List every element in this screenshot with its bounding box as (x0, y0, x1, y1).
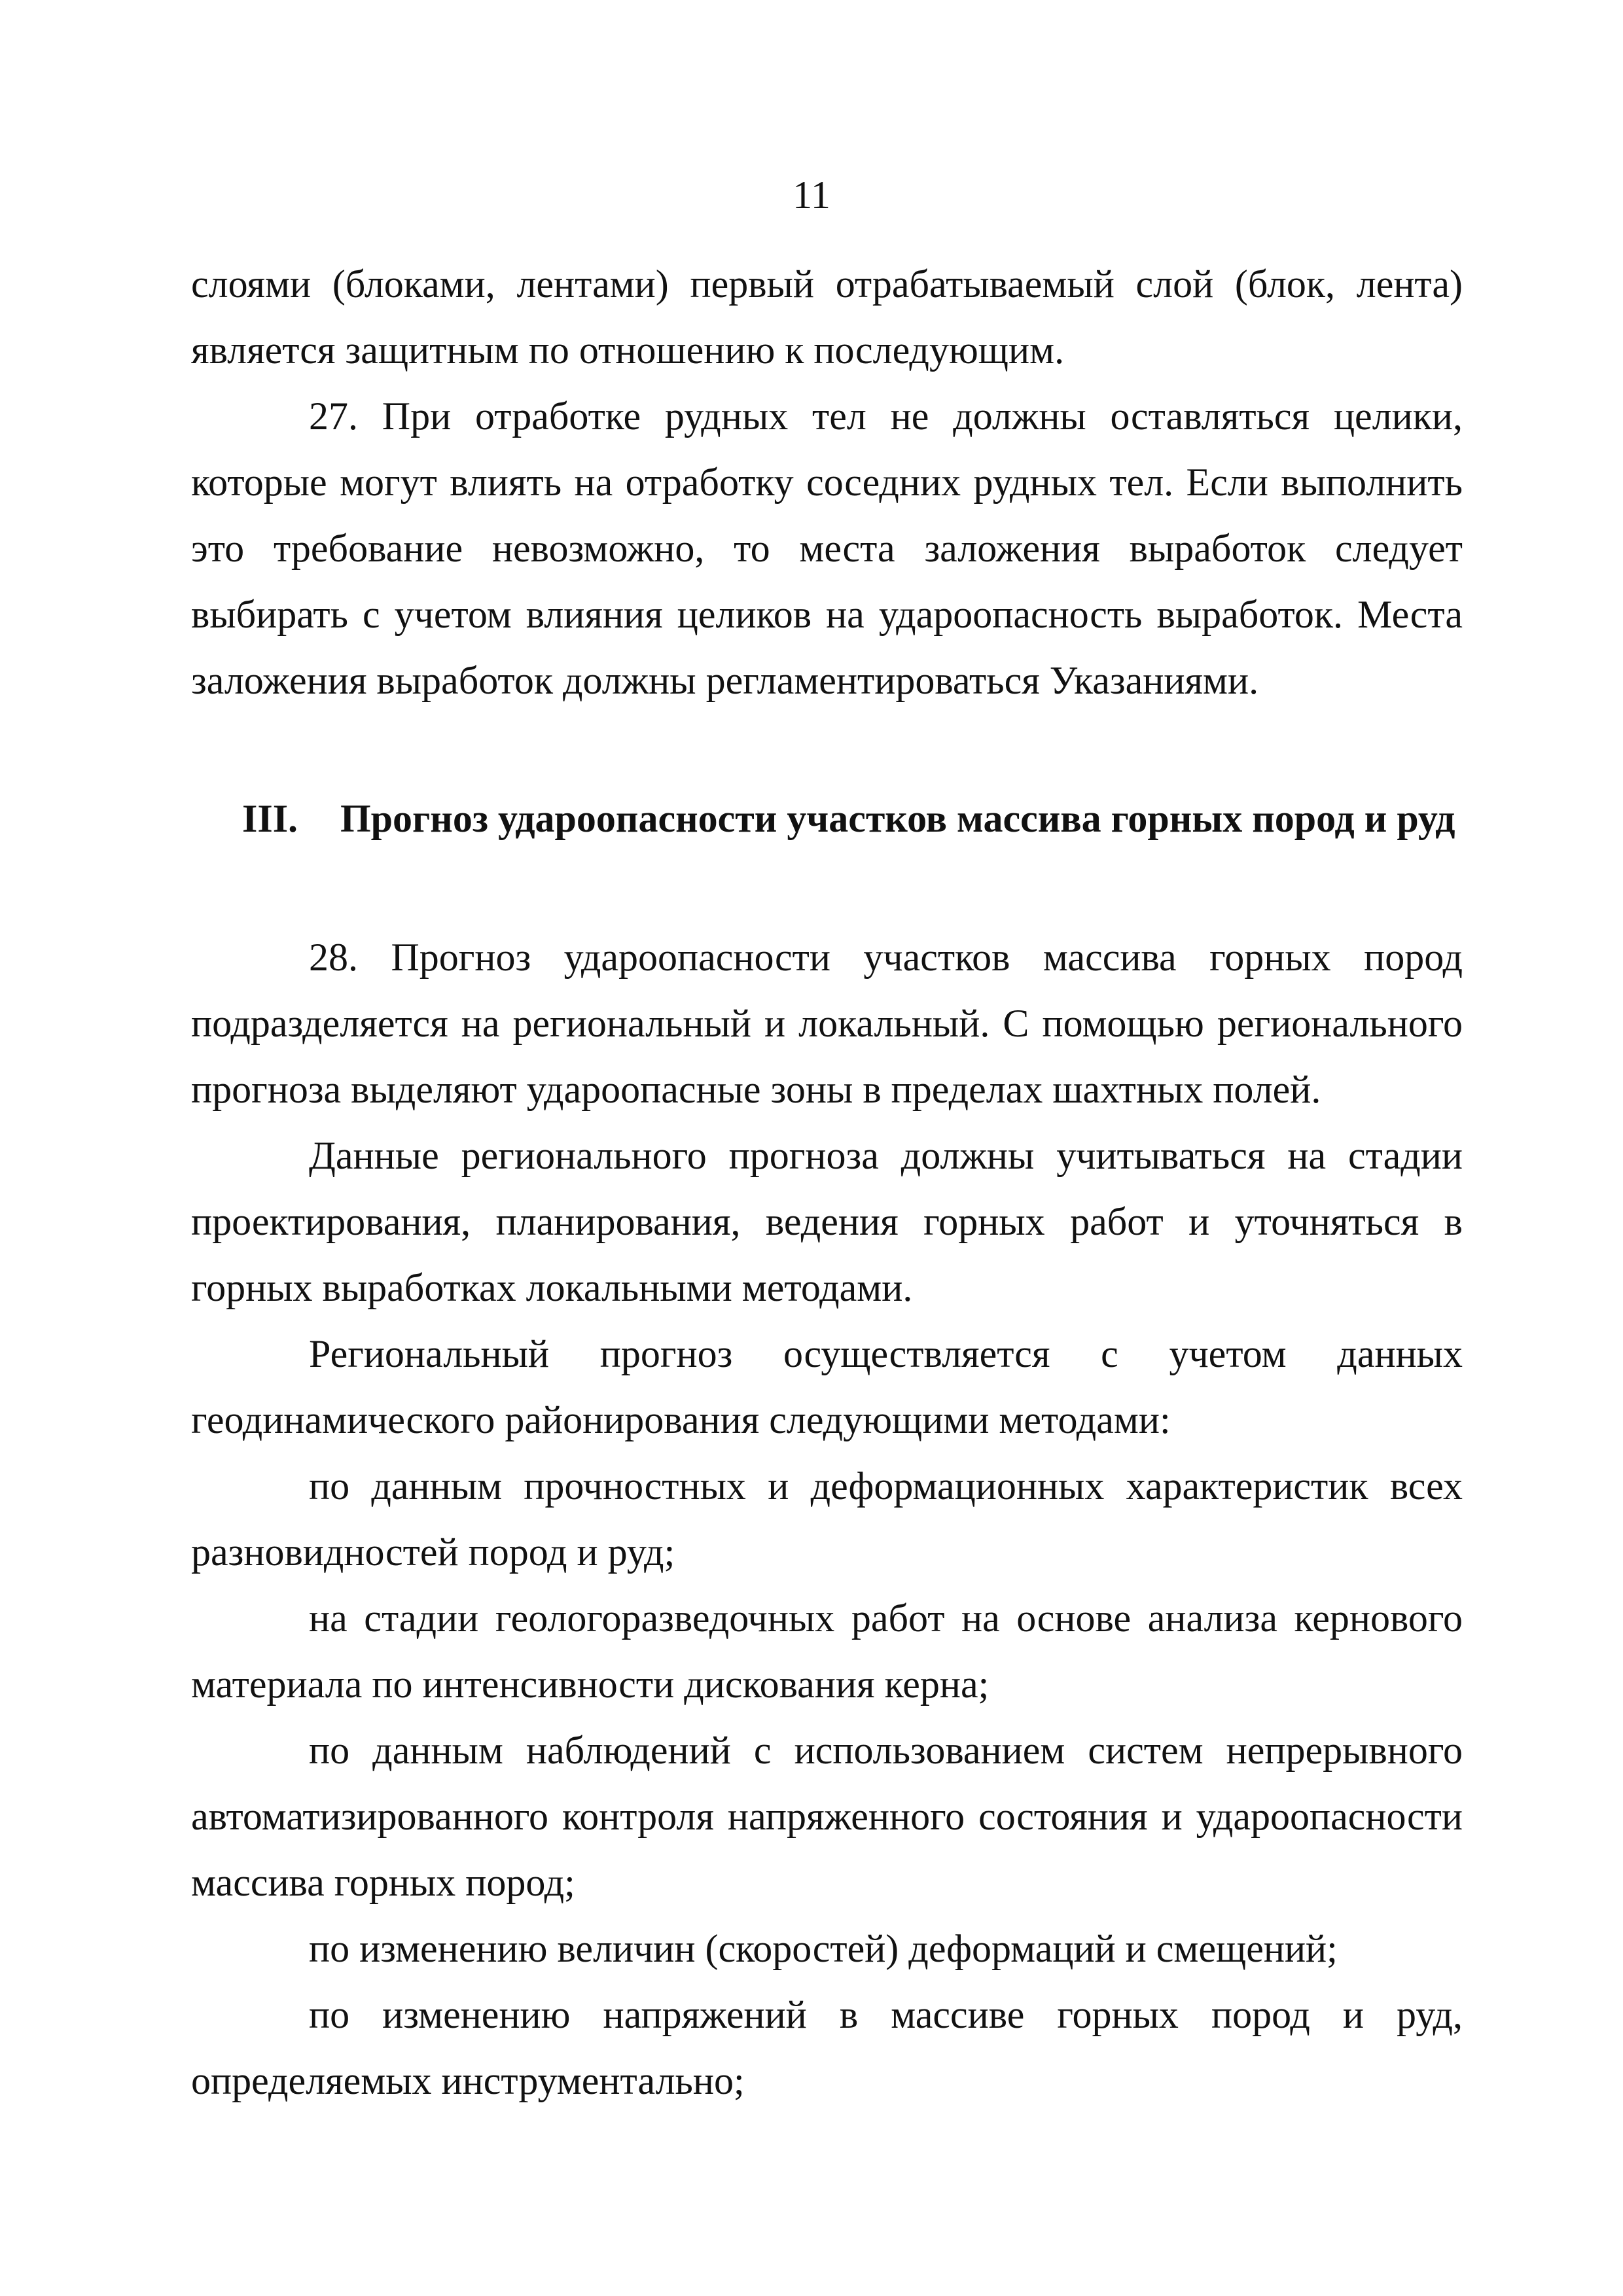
list-item-method-deformation: по изменению величин (скоростей) деформаций и смещений; (309, 1927, 1338, 1970)
paragraph-regional-methods: Региональный прогноз осуществляется с учетом данных геодинамического районирования следующими методами: (191, 1332, 1463, 1441)
list-item-method-monitoring: по данным наблюдений с использованием систем непрерывного автоматизированного контроля напряженного состояния и удароопасности массива горных пород; (191, 1729, 1463, 1904)
list-item-method-stress: по изменению напряжений в массиве горных пород и руд, определяемых инструментально; (191, 1993, 1463, 2102)
paragraph-28: 28. Прогноз удароопасности участков массива горных пород подразделяется на региональный и локальный. С помощью регионального прогноза выделяют удароопасные зоны в пределах шахтных полей. (191, 936, 1463, 1111)
document-body (191, 251, 1463, 2114)
paragraph-regional-data: Данные регионального прогноза должны учитываться на стадии проектирования, планирования, ведения горных работ и уточняться в горных выработках локальными методами. (191, 1134, 1463, 1309)
section-title: Прогноз удароопасности участков массива горных пород и руд (340, 797, 1455, 840)
section-heading (191, 786, 1463, 851)
section-number: III. (242, 797, 298, 840)
paragraph-27: 27. При отработке рудных тел не должны оставляться целики, которые могут влиять на отработку соседних рудных тел. Если выполнить это требование невозможно, то места заложения выработок следует выбирать с учетом влияния целиков на удароопасность выработок. Места заложения выработок должны регламентироваться Указаниями. (191, 395, 1463, 702)
page-number: 11 (793, 173, 830, 217)
paragraph-continued: слоями (блоками, лентами) первый отрабатываемый слой (блок, лента) является защитным по отношению к последующим. (191, 262, 1463, 372)
list-item-method-core: на стадии геологоразведочных работ на основе анализа кернового материала по интенсивности дискования керна; (191, 1597, 1463, 1706)
list-item-method-strength: по данным прочностных и деформационных характеристик всех разновидностей пород и руд; (191, 1464, 1463, 1574)
